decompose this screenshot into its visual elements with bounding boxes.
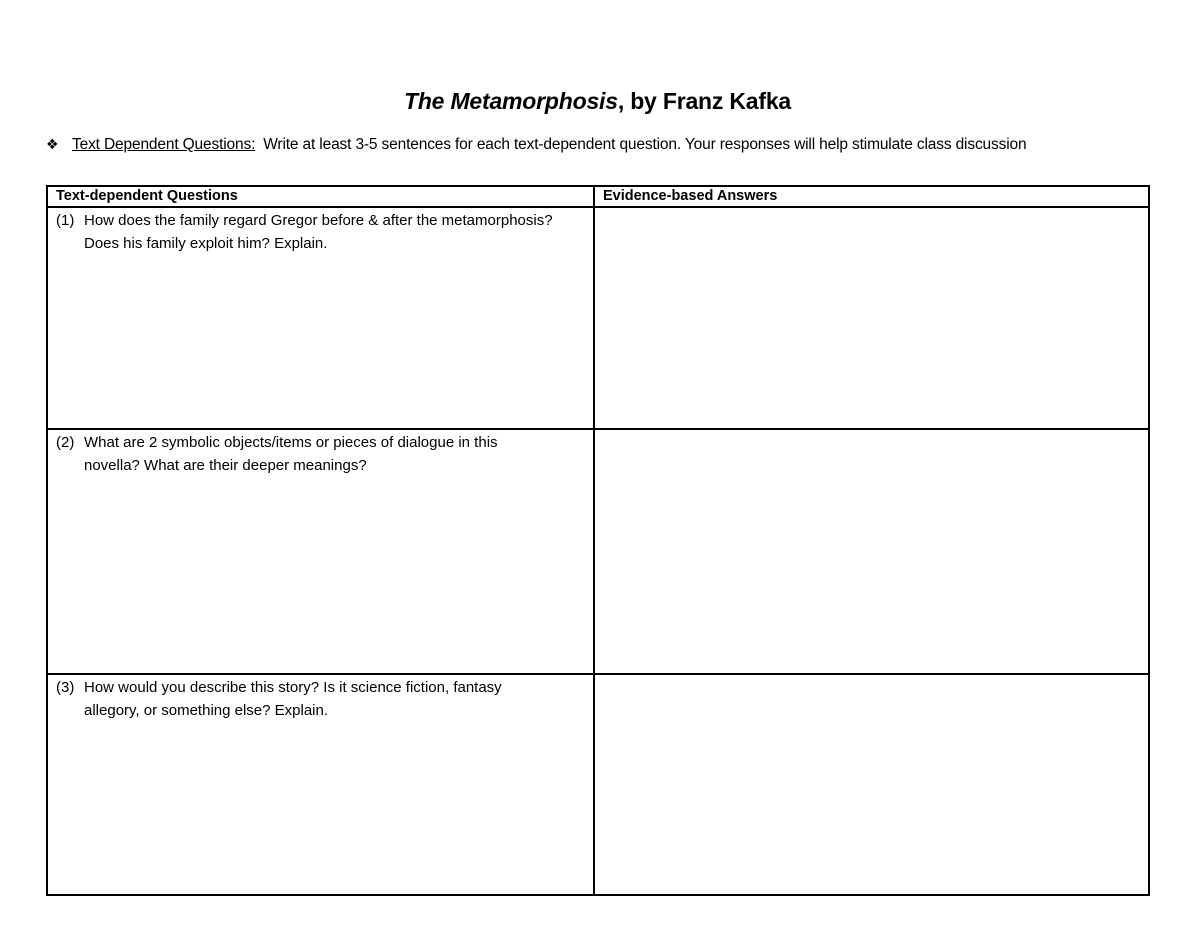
table-row bbox=[47, 674, 1149, 895]
table-row bbox=[47, 207, 1149, 429]
question-cell-1 bbox=[47, 207, 594, 429]
question-cell-3 bbox=[47, 674, 594, 895]
question-text-1: How does the family regard Gregor before & after the metamorphosis? Does his family exploit him? Explain. bbox=[84, 212, 553, 252]
answer-cell-3[interactable] bbox=[594, 674, 1149, 895]
question-cell-2 bbox=[47, 429, 594, 674]
question-number-1: (1) bbox=[56, 212, 75, 229]
title-author: , by Franz Kafka bbox=[617, 88, 792, 114]
instructions-text: Write at least 3-5 sentences for each text-dependent question. Your responses will help stimulate class discussion bbox=[263, 136, 1027, 153]
question-number-3: (3) bbox=[56, 679, 75, 696]
title-book-name: The Metamorphosis bbox=[403, 88, 618, 114]
instructions-label: Text Dependent Questions: bbox=[72, 136, 256, 153]
answer-cell-1[interactable] bbox=[594, 207, 1149, 429]
question-text-2: What are 2 symbolic objects/items or pieces of dialogue in this novella? What are their deeper meanings? bbox=[84, 434, 498, 474]
table-header-row bbox=[47, 186, 1149, 207]
question-text-3: How would you describe this story? Is it science fiction, fantasy allegory, or something else? Explain. bbox=[84, 679, 502, 719]
instructions-line bbox=[46, 136, 1166, 154]
header-answers: Evidence-based Answers bbox=[594, 186, 1149, 207]
answer-cell-2[interactable] bbox=[594, 429, 1149, 674]
question-number-2: (2) bbox=[56, 434, 75, 451]
page-title bbox=[0, 88, 1195, 115]
questions-table bbox=[46, 185, 1150, 896]
header-questions: Text-dependent Questions bbox=[47, 186, 594, 207]
table-row bbox=[47, 429, 1149, 674]
diamond-bullet-icon: ❖ bbox=[46, 136, 59, 152]
